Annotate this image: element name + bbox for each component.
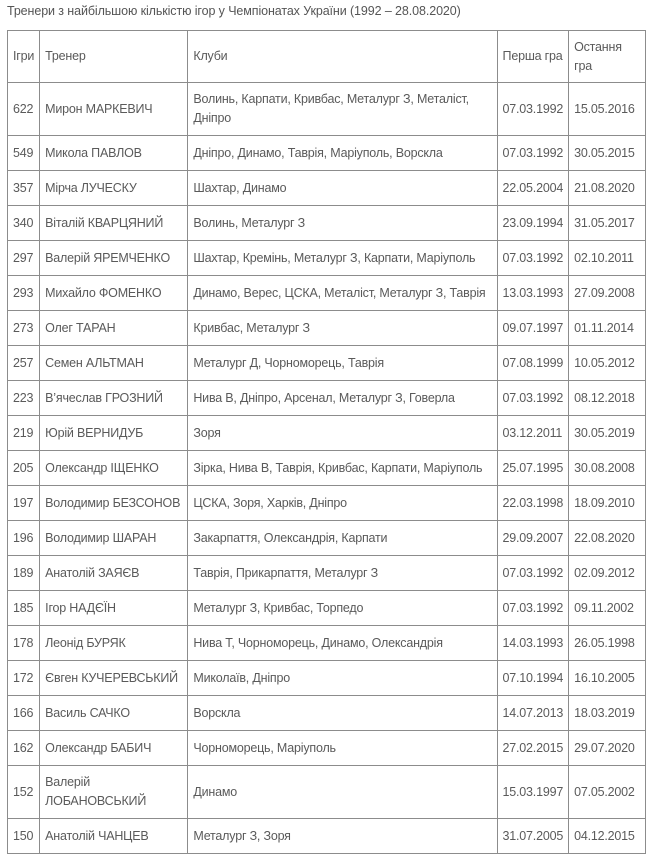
cell-first-game: 03.12.2011: [497, 416, 569, 451]
cell-clubs: Нива В, Дніпро, Арсенал, Металург З, Говерла: [188, 381, 497, 416]
table-row: [8, 696, 646, 731]
table-row: [8, 661, 646, 696]
cell-first-game: 15.03.1997: [497, 766, 569, 819]
table-row: [8, 276, 646, 311]
cell-first-game: 14.03.1993: [497, 626, 569, 661]
cell-coach: Володимир БЕЗСОНОВ: [40, 486, 188, 521]
cell-last-game: 29.07.2020: [569, 731, 646, 766]
cell-coach: Володимир ШАРАН: [40, 521, 188, 556]
table-row: [8, 206, 646, 241]
cell-games: 257: [8, 346, 40, 381]
cell-last-game: 26.05.1998: [569, 626, 646, 661]
cell-games: 297: [8, 241, 40, 276]
cell-first-game: 07.03.1992: [497, 136, 569, 171]
table-row: [8, 486, 646, 521]
cell-games: 622: [8, 83, 40, 136]
cell-last-game: 10.05.2012: [569, 346, 646, 381]
table-row: [8, 311, 646, 346]
cell-coach: Мирон МАРКЕВИЧ: [40, 83, 188, 136]
cell-coach: Анатолій ЧАНЦЕВ: [40, 819, 188, 854]
cell-last-game: 18.03.2019: [569, 696, 646, 731]
header-coach: Тренер: [40, 31, 188, 83]
cell-last-game: 27.09.2008: [569, 276, 646, 311]
cell-games: 152: [8, 766, 40, 819]
cell-clubs: Зоря: [188, 416, 497, 451]
cell-coach: Мірча ЛУЧЕСКУ: [40, 171, 188, 206]
table-row: [8, 241, 646, 276]
cell-games: 205: [8, 451, 40, 486]
cell-first-game: 07.03.1992: [497, 381, 569, 416]
cell-first-game: 07.03.1992: [497, 556, 569, 591]
cell-last-game: 16.10.2005: [569, 661, 646, 696]
cell-clubs: Закарпаття, Олександрія, Карпати: [188, 521, 497, 556]
header-games: Ігри: [8, 31, 40, 83]
cell-first-game: 22.05.2004: [497, 171, 569, 206]
cell-clubs: Таврія, Прикарпаття, Металург З: [188, 556, 497, 591]
table-caption: Тренери з найбільшою кількістю ігор у Чемпіонатах України (1992 – 28.08.2020): [7, 4, 461, 18]
cell-first-game: 07.08.1999: [497, 346, 569, 381]
cell-last-game: 22.08.2020: [569, 521, 646, 556]
table-row: [8, 381, 646, 416]
header-row: [8, 31, 646, 83]
table-row: [8, 136, 646, 171]
header-clubs: Клуби: [188, 31, 497, 83]
cell-coach: В’ячеслав ГРОЗНИЙ: [40, 381, 188, 416]
cell-clubs: Волинь, Карпати, Кривбас, Металург З, Металіст, Дніпро: [188, 83, 497, 136]
cell-first-game: 07.03.1992: [497, 241, 569, 276]
table-row: [8, 83, 646, 136]
cell-coach: Валерій ЛОБАНОВСЬКИЙ: [40, 766, 188, 819]
cell-games: 357: [8, 171, 40, 206]
cell-games: 166: [8, 696, 40, 731]
header-last-game: Остання гра: [569, 31, 646, 83]
table-row: [8, 626, 646, 661]
cell-clubs: Волинь, Металург З: [188, 206, 497, 241]
cell-last-game: 30.08.2008: [569, 451, 646, 486]
header-first-game: Перша гра: [497, 31, 569, 83]
cell-first-game: 25.07.1995: [497, 451, 569, 486]
cell-coach: Юрій ВЕРНИДУБ: [40, 416, 188, 451]
cell-last-game: 21.08.2020: [569, 171, 646, 206]
cell-last-game: 09.11.2002: [569, 591, 646, 626]
cell-clubs: Зірка, Нива В, Таврія, Кривбас, Карпати, Маріуполь: [188, 451, 497, 486]
cell-clubs: ЦСКА, Зоря, Харків, Дніпро: [188, 486, 497, 521]
cell-clubs: Миколаїв, Дніпро: [188, 661, 497, 696]
cell-games: 223: [8, 381, 40, 416]
table-row: [8, 171, 646, 206]
cell-games: 293: [8, 276, 40, 311]
cell-first-game: 23.09.1994: [497, 206, 569, 241]
cell-first-game: 07.10.1994: [497, 661, 569, 696]
coaches-table: [7, 30, 646, 854]
cell-games: 549: [8, 136, 40, 171]
cell-coach: Микола ПАВЛОВ: [40, 136, 188, 171]
cell-games: 178: [8, 626, 40, 661]
cell-coach: Михайло ФОМЕНКО: [40, 276, 188, 311]
cell-first-game: 29.09.2007: [497, 521, 569, 556]
cell-first-game: 07.03.1992: [497, 591, 569, 626]
cell-coach: Леонід БУРЯК: [40, 626, 188, 661]
cell-games: 219: [8, 416, 40, 451]
cell-first-game: 13.03.1993: [497, 276, 569, 311]
cell-last-game: 18.09.2010: [569, 486, 646, 521]
cell-last-game: 04.12.2015: [569, 819, 646, 854]
cell-games: 273: [8, 311, 40, 346]
cell-games: 196: [8, 521, 40, 556]
cell-first-game: 22.03.1998: [497, 486, 569, 521]
cell-coach: Євген КУЧЕРЕВСЬКИЙ: [40, 661, 188, 696]
cell-clubs: Шахтар, Кремінь, Металург З, Карпати, Маріуполь: [188, 241, 497, 276]
cell-clubs: Ворскла: [188, 696, 497, 731]
cell-last-game: 02.10.2011: [569, 241, 646, 276]
cell-games: 150: [8, 819, 40, 854]
cell-games: 172: [8, 661, 40, 696]
cell-last-game: 30.05.2019: [569, 416, 646, 451]
cell-coach: Валерій ЯРЕМЧЕНКО: [40, 241, 188, 276]
cell-clubs: Динамо: [188, 766, 497, 819]
cell-last-game: 08.12.2018: [569, 381, 646, 416]
table-row: [8, 731, 646, 766]
cell-clubs: Чорноморець, Маріуполь: [188, 731, 497, 766]
table-row: [8, 766, 646, 819]
table-row: [8, 819, 646, 854]
cell-last-game: 31.05.2017: [569, 206, 646, 241]
cell-clubs: Кривбас, Металург З: [188, 311, 497, 346]
cell-last-game: 30.05.2015: [569, 136, 646, 171]
cell-clubs: Нива Т, Чорноморець, Динамо, Олександрія: [188, 626, 497, 661]
cell-first-game: 09.07.1997: [497, 311, 569, 346]
table-row: [8, 556, 646, 591]
cell-coach: Олег ТАРАН: [40, 311, 188, 346]
cell-clubs: Дніпро, Динамо, Таврія, Маріуполь, Ворскла: [188, 136, 497, 171]
cell-coach: Ігор НАДЄЇН: [40, 591, 188, 626]
table-row: [8, 521, 646, 556]
table-row: [8, 451, 646, 486]
cell-first-game: 27.02.2015: [497, 731, 569, 766]
cell-first-game: 14.07.2013: [497, 696, 569, 731]
cell-games: 340: [8, 206, 40, 241]
cell-first-game: 31.07.2005: [497, 819, 569, 854]
cell-last-game: 07.05.2002: [569, 766, 646, 819]
cell-last-game: 01.11.2014: [569, 311, 646, 346]
cell-games: 185: [8, 591, 40, 626]
cell-clubs: Металург З, Кривбас, Торпедо: [188, 591, 497, 626]
cell-coach: Олександр БАБИЧ: [40, 731, 188, 766]
cell-clubs: Металург Д, Чорноморець, Таврія: [188, 346, 497, 381]
cell-last-game: 15.05.2016: [569, 83, 646, 136]
cell-coach: Віталій КВАРЦЯНИЙ: [40, 206, 188, 241]
table-row: [8, 591, 646, 626]
cell-coach: Семен АЛЬТМАН: [40, 346, 188, 381]
cell-coach: Василь САЧКО: [40, 696, 188, 731]
cell-games: 162: [8, 731, 40, 766]
cell-coach: Анатолій ЗАЯЄВ: [40, 556, 188, 591]
table-body: [8, 83, 646, 854]
cell-last-game: 02.09.2012: [569, 556, 646, 591]
cell-games: 197: [8, 486, 40, 521]
table-row: [8, 416, 646, 451]
table-row: [8, 346, 646, 381]
cell-clubs: Металург З, Зоря: [188, 819, 497, 854]
cell-clubs: Шахтар, Динамо: [188, 171, 497, 206]
cell-clubs: Динамо, Верес, ЦСКА, Металіст, Металург З, Таврія: [188, 276, 497, 311]
cell-coach: Олександр ІЩЕНКО: [40, 451, 188, 486]
cell-first-game: 07.03.1992: [497, 83, 569, 136]
cell-games: 189: [8, 556, 40, 591]
